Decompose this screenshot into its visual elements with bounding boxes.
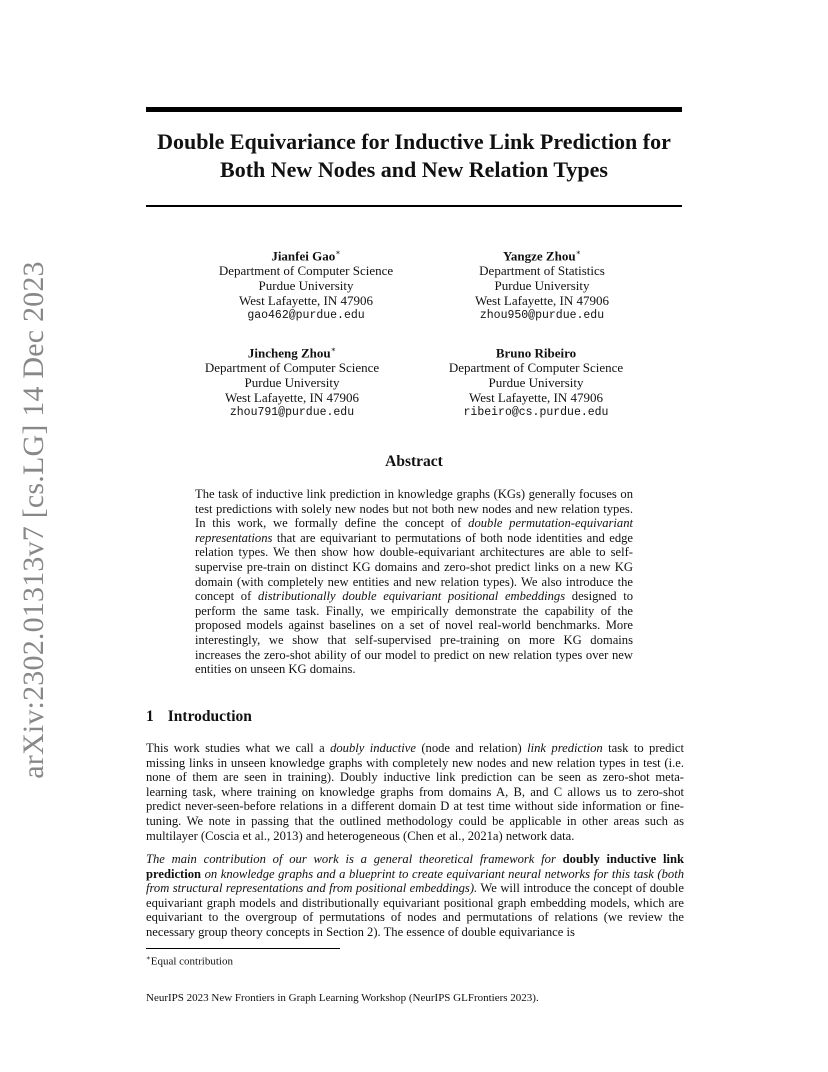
author-department: Department of Computer Science bbox=[448, 360, 624, 376]
section-heading-introduction bbox=[146, 708, 252, 726]
author-university: Purdue University bbox=[258, 278, 354, 294]
abstract-heading: Abstract bbox=[385, 453, 443, 470]
equal-contribution-mark: ∗ bbox=[330, 345, 337, 354]
author-university: Purdue University bbox=[494, 278, 590, 294]
equal-contribution-mark: ∗ bbox=[335, 248, 341, 257]
author-block bbox=[406, 342, 666, 420]
author-university: Purdue University bbox=[488, 375, 584, 391]
title-line-1: Double Equivariance for Inductive Link Prediction for bbox=[157, 129, 671, 154]
author-department: Department of Statistics bbox=[479, 263, 605, 279]
author-city: West Lafayette, IN 47906 bbox=[239, 293, 373, 309]
author-name: Jincheng Zhou∗ bbox=[247, 345, 337, 361]
title-rule-top bbox=[146, 107, 682, 112]
section-title: Introduction bbox=[167, 708, 252, 725]
author-city: West Lafayette, IN 47906 bbox=[475, 293, 609, 309]
author-city: West Lafayette, IN 47906 bbox=[225, 390, 359, 406]
author-email[interactable]: gao462@purdue.edu bbox=[247, 309, 365, 323]
title-line-2: Both New Nodes and New Relation Types bbox=[220, 157, 608, 182]
author-name: Yangze Zhou∗ bbox=[502, 248, 582, 264]
intro-paragraph: The main contribution of our work is a general theoretical framework for doubly inductive link prediction on knowledge graphs and a blueprint to create equivariant neural networks for this task (both from structural representations and from positional embeddings). We will introduce the concept of double equivariant graph models and distributionally equivariant positional graph embedding models, which are equivariant to the overgroup of permutations of nodes and permutations of relations (we review the necessary group theory concepts in Section 2). The essence of double equivariance is bbox=[146, 852, 684, 939]
venue-note: NeurIPS 2023 New Frontiers in Graph Learning Workshop (NeurIPS GLFrontiers 2023). bbox=[146, 992, 539, 1004]
author-name: Bruno Ribeiro bbox=[495, 345, 577, 361]
author-department: Department of Computer Science bbox=[218, 263, 394, 279]
section-number: 1 bbox=[146, 708, 154, 725]
author-email[interactable]: zhou950@purdue.edu bbox=[479, 309, 605, 323]
abstract-text: The task of inductive link prediction in knowledge graphs (KGs) generally focuses on test predictions with solely new nodes but not both new nodes and new relation types. In this work, we formally define the concept of double permutation-equivariant representations that are equivariant to permutations of both node identities and edge relation types. We then show how double-equivariant architectures are able to self-supervise pre-train on distinct KG domains and zero-shot predict links on a new KG domain (with completely new entities and new relation types). We also introduce the concept of distributionally double equivariant positional embeddings designed to perform the same task. Finally, we empirically demonstrate the capability of the proposed models against baselines on a set of novel real-world benchmarks. More interestingly, we show that self-supervised pre-training on more KG domains increases the zero-shot ability of our model to predict on new relation types over new entities on unseen KG domains. bbox=[195, 487, 634, 677]
arxiv-stamp bbox=[4, 261, 64, 779]
author-block bbox=[176, 245, 436, 323]
paper-title bbox=[120, 128, 708, 184]
author-block bbox=[412, 245, 672, 323]
equal-contribution-mark: ∗ bbox=[575, 248, 582, 257]
title-rule-bottom bbox=[146, 205, 682, 207]
author-department: Department of Computer Science bbox=[204, 360, 380, 376]
author-city: West Lafayette, IN 47906 bbox=[469, 390, 603, 406]
author-university: Purdue University bbox=[244, 375, 340, 391]
author-email[interactable]: ribeiro@cs.purdue.edu bbox=[463, 406, 609, 420]
author-name: Jianfei Gao∗ bbox=[271, 248, 341, 264]
author-email[interactable]: zhou791@purdue.edu bbox=[229, 406, 355, 420]
footnote-rule bbox=[146, 948, 340, 949]
arxiv-id: arXiv:2302.01313v7 [cs.LG] 14 Dec 2023 bbox=[17, 261, 50, 779]
author-block bbox=[162, 342, 422, 420]
footnote: ∗Equal contribution bbox=[146, 954, 233, 968]
intro-paragraph: This work studies what we call a doubly inductive (node and relation) link prediction task to predict missing links in unseen knowledge graphs with completely new nodes and new relation types in test (i.e. none of them are seen in training). Doubly inductive link prediction can be seen as zero-shot meta-learning task, where training on knowledge graphs from domains A, B, and C allows us to zero-shot predict never-seen-before relations in a different domain D at test time without side information or fine-tuning. We note in passing that the outlined methodology could be applicable in other areas such as multilayer (Coscia et al., 2013) and heterogeneous (Chen et al., 2021a) network data. bbox=[146, 741, 684, 843]
